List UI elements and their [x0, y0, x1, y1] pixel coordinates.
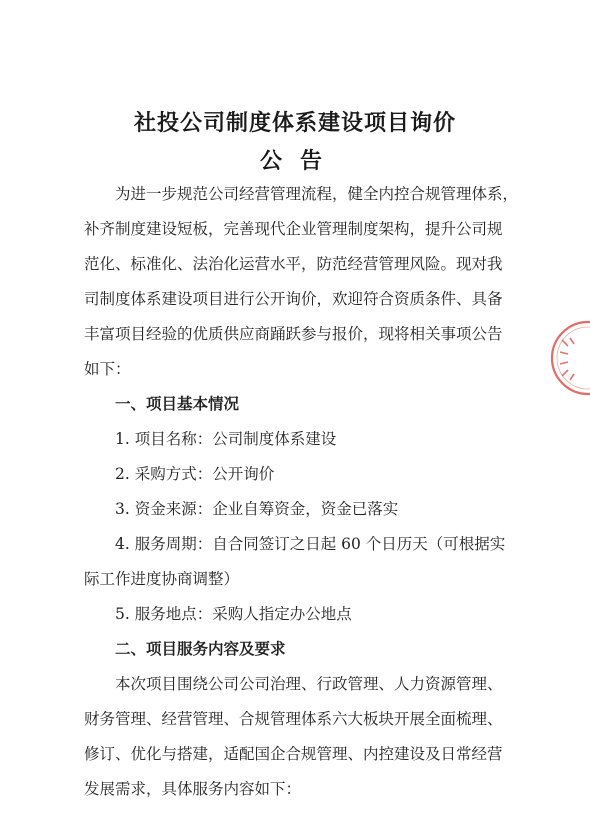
paragraph2-line: 修订、优化与搭建，适配国企合规管理、内控建设及日常经营	[84, 745, 503, 763]
paragraph1-line: 如下：	[84, 360, 131, 378]
paragraph2-line: 本次项目围绕公司公司治理、行政管理、人力资源管理、	[115, 675, 503, 693]
list-item: 1. 项目名称：公司制度体系建设	[115, 430, 337, 448]
document-title-line1: 社投公司制度体系建设项目询价	[133, 111, 456, 136]
paragraph2-line: 财务管理、经营管理、合规管理体系六大板块开展全面梳理、	[84, 710, 503, 728]
paragraph1-line: 补齐制度建设短板，完善现代企业管理制度架构，提升公司规	[84, 220, 503, 238]
section1-heading: 一、项目基本情况	[115, 395, 240, 413]
paragraph1-line: 司制度体系建设项目进行公开询价，欢迎符合资质条件、具备	[84, 290, 503, 308]
section2-heading: 二、项目服务内容及要求	[115, 640, 286, 658]
list-item: 4. 服务周期：自合同签订之日起 60 个日历天（可根据实	[115, 535, 506, 553]
paragraph1-line: 范化、标准化、法治化运营水平，防范经营管理风险。现对我	[84, 255, 503, 273]
list-item: 3. 资金来源：企业自筹资金，资金已落实	[115, 500, 399, 518]
list-item: 2. 采购方式：公开询价	[115, 465, 275, 483]
list-item-continuation: 际工作进度协商调整）	[84, 570, 240, 588]
document-title-line2: 公告	[259, 149, 340, 174]
paragraph1-line: 为进一步规范公司经营管理流程，健全内控合规管理体系，	[115, 185, 519, 203]
list-item: 5. 服务地点：采购人指定办公地点	[115, 605, 352, 623]
seal-stamp-icon	[548, 318, 590, 398]
paragraph1-line: 丰富项目经验的优质供应商踊跃参与报价，现将相关事项公告	[84, 325, 503, 343]
paragraph2-line: 发展需求，具体服务内容如下：	[84, 780, 302, 798]
